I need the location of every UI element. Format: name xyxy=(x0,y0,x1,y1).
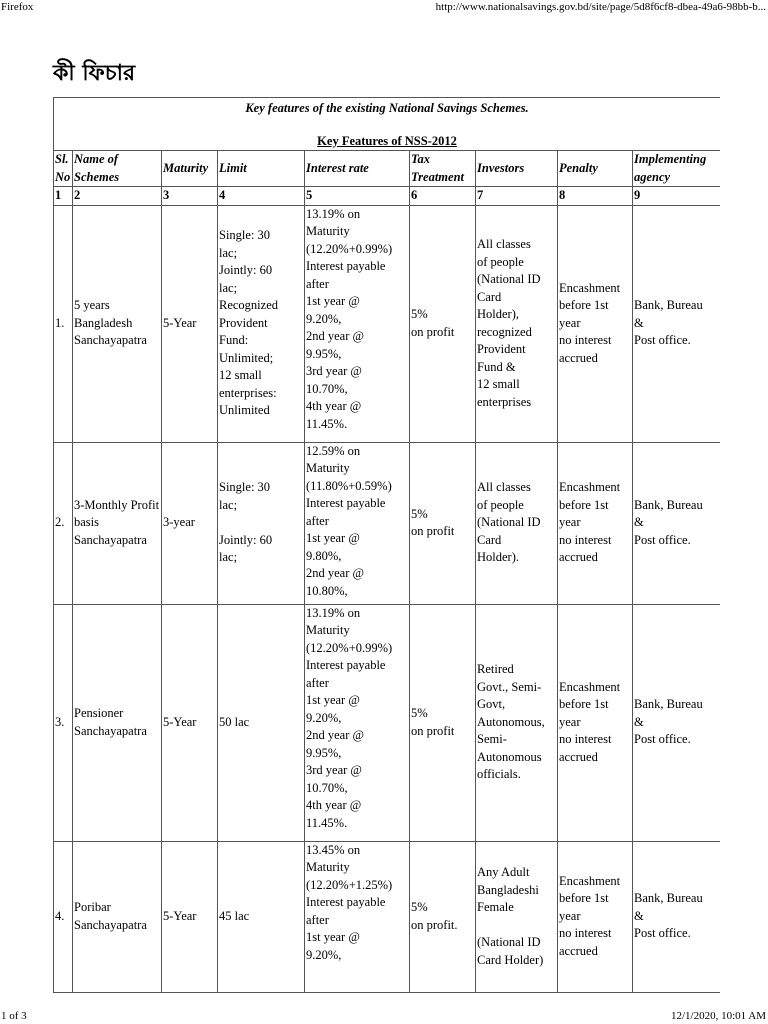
column-number: 7 xyxy=(476,187,558,206)
scheme-rows xyxy=(54,205,721,992)
agency-cell xyxy=(633,604,721,841)
cell-line: (National ID xyxy=(477,272,541,286)
cell-line: year xyxy=(559,315,581,330)
investors-cell xyxy=(476,604,558,841)
cell-line: year xyxy=(559,908,581,923)
cell-line: 13.19% on xyxy=(306,206,361,221)
tax-treatment-cell xyxy=(410,841,476,992)
cell-line: Any Adult xyxy=(477,865,530,879)
cell-line: Single: 30 xyxy=(219,480,271,495)
cell-line: no interest xyxy=(559,732,612,747)
cell-line: Provident xyxy=(477,342,526,356)
serial-cell: 2. xyxy=(54,442,73,604)
cell-line: Holder), xyxy=(477,307,519,321)
cell-line: after xyxy=(306,513,329,528)
cell-line: of people xyxy=(477,254,524,269)
cell-line: year xyxy=(559,714,581,729)
cell-line: 9.20%, xyxy=(306,311,342,326)
page-url[interactable]: http://www.nationalsavings.gov.bd/site/page/5d8f6cf8-dbea-49a6-98bb-b... xyxy=(435,1,766,13)
cell-line: Interest payable xyxy=(306,658,386,672)
agency-cell xyxy=(633,841,721,992)
investors-cell xyxy=(476,205,558,442)
cell-line: officials. xyxy=(477,767,521,782)
cell-line: Post office. xyxy=(634,732,691,747)
cell-line: 1st year @ xyxy=(306,531,360,545)
cell-line: enterprises xyxy=(477,394,532,409)
limit-cell xyxy=(218,205,305,442)
agency-cell xyxy=(633,442,721,604)
cell-line: 4th year @ xyxy=(306,798,362,812)
cell-line: Card xyxy=(477,532,502,547)
cell-line: Fund: xyxy=(219,333,249,348)
cell-line: Jointly: 60 xyxy=(219,532,273,547)
browser-name: Firefox xyxy=(1,1,34,13)
scheme-name-cell: 3-Monthly Profit basis Sanchayapatra xyxy=(73,442,162,604)
penalty-cell xyxy=(558,841,633,992)
cell-line: enterprises: xyxy=(219,385,277,400)
cell-line: Govt, xyxy=(477,697,506,712)
page-title: কী ফিচার xyxy=(53,61,136,86)
cell-line: recognized xyxy=(477,324,532,339)
cell-line: on profit xyxy=(411,723,455,738)
serial-cell: 1. xyxy=(54,205,73,442)
scheme-name-cell: 5 years Bangladesh Sanchayapatra xyxy=(73,205,162,442)
column-number: 5 xyxy=(305,187,410,206)
cell-line: Single: 30 xyxy=(219,228,271,243)
serial-cell: 4. xyxy=(54,841,73,992)
cell-line: Jointly: 60 xyxy=(219,263,273,278)
tax-treatment-cell xyxy=(410,442,476,604)
interest-rate-cell xyxy=(305,205,410,442)
cell-line: after xyxy=(306,276,329,291)
cell-line: accrued xyxy=(559,943,598,958)
cell-line: Bank, Bureau xyxy=(634,298,703,313)
interest-rate-cell xyxy=(305,604,410,841)
table-row xyxy=(54,442,721,604)
cell-line: Autonomous xyxy=(477,749,542,764)
limit-cell xyxy=(218,841,305,992)
column-number: 1 xyxy=(54,187,73,206)
cell-line: on profit. xyxy=(411,917,458,932)
cell-line: 10.80%, xyxy=(306,583,348,598)
cell-line: (12.20%+0.99%) xyxy=(306,241,393,256)
column-number: 8 xyxy=(558,187,633,206)
cell-line: Female xyxy=(477,900,514,914)
cell-line: 9.95%, xyxy=(306,745,342,760)
cell-line: 9.95%, xyxy=(306,346,342,361)
cell-line: Interest payable xyxy=(306,895,386,909)
cell-line: Bank, Bureau xyxy=(634,497,703,512)
header-cell: Limit xyxy=(218,151,305,187)
cell-line: 9.20%, xyxy=(306,710,342,725)
cell-line: 1st year @ xyxy=(306,294,360,308)
limit-cell xyxy=(218,442,305,604)
interest-rate-cell xyxy=(305,442,410,604)
limit-cell xyxy=(218,604,305,841)
cell-line: 2nd year @ xyxy=(306,329,365,343)
cell-line: accrued xyxy=(559,350,598,365)
table-row xyxy=(54,841,721,992)
cell-line: 5% xyxy=(411,900,428,914)
cell-line: lac; xyxy=(219,497,238,512)
cell-line: Maturity xyxy=(306,623,350,637)
cell-line: before 1st xyxy=(559,497,609,512)
investors-cell xyxy=(476,442,558,604)
cell-line: 5% xyxy=(411,506,428,521)
cell-line: 1st year @ xyxy=(306,693,360,707)
cell-line: 12 small xyxy=(477,377,520,391)
cell-line: lac; xyxy=(219,245,238,260)
interest-rate-cell xyxy=(305,841,410,992)
cell-line: Semi- xyxy=(477,732,507,747)
cell-line: Encashment xyxy=(559,280,621,295)
cell-line: 13.45% on xyxy=(306,842,361,857)
cell-line: after xyxy=(306,912,329,927)
header-row xyxy=(54,151,721,187)
cell-line: Unlimited; xyxy=(219,350,274,365)
cell-line: lac; xyxy=(219,550,238,565)
cell-line: 5% xyxy=(411,706,428,720)
cell-line: Maturity xyxy=(306,224,350,238)
cell-line: 2nd year @ xyxy=(306,728,365,742)
cell-line: 45 lac xyxy=(219,908,250,923)
tax-treatment-cell xyxy=(410,205,476,442)
cell-line: 3rd year @ xyxy=(306,763,362,777)
header-cell: Name of Schemes xyxy=(73,151,162,187)
cell-line: Holder). xyxy=(477,550,519,565)
header-cell: Investors xyxy=(476,151,558,187)
cell-line: 9.20%, xyxy=(306,947,342,962)
cell-line: & xyxy=(634,515,644,530)
cell-line: Maturity xyxy=(306,461,350,475)
maturity-cell: 3-year xyxy=(162,442,218,604)
cell-line: Govt., Semi- xyxy=(477,679,542,694)
cell-line xyxy=(219,514,303,532)
cell-line: 11.45%. xyxy=(306,815,348,830)
table-frame xyxy=(53,97,720,1012)
cell-line: no interest xyxy=(559,532,612,547)
cell-line: after xyxy=(306,675,329,690)
cell-line: Fund & xyxy=(477,359,516,374)
number-row xyxy=(54,187,721,206)
scheme-name-cell: Pensioner Sanchayapatra xyxy=(73,604,162,841)
cell-line: 9.80%, xyxy=(306,548,342,563)
header-cell: Interest rate xyxy=(305,151,410,187)
cell-line: 13.19% on xyxy=(306,605,361,620)
serial-cell: 3. xyxy=(54,604,73,841)
cell-line: Interest payable xyxy=(306,496,386,510)
cell-line: Encashment xyxy=(559,873,621,888)
agency-cell xyxy=(633,205,721,442)
cell-line: Card Holder) xyxy=(477,952,544,967)
cell-line: no interest xyxy=(559,333,612,348)
cell-line: 4th year @ xyxy=(306,399,362,413)
cell-line: (11.80%+0.59%) xyxy=(306,478,392,493)
cell-line: & xyxy=(634,714,644,729)
cell-line: Unlimited xyxy=(219,403,270,418)
table-caption xyxy=(54,98,721,151)
table-subtitle: Key Features of NSS-2012 xyxy=(317,133,457,148)
column-number: 2 xyxy=(73,187,162,206)
header-cell: Implementing agency xyxy=(633,151,721,187)
column-number: 3 xyxy=(162,187,218,206)
cell-line: 12.59% on xyxy=(306,443,361,458)
cell-line: 1st year @ xyxy=(306,930,360,944)
cell-line: 2nd year @ xyxy=(306,566,365,580)
table-row xyxy=(54,604,721,841)
cell-line: accrued xyxy=(559,749,598,764)
cell-line: before 1st xyxy=(559,298,609,313)
tax-treatment-cell xyxy=(410,604,476,841)
cell-line: no interest xyxy=(559,926,612,941)
nss-features-table xyxy=(53,97,720,993)
cell-line: All classes xyxy=(477,480,531,495)
cell-line: 50 lac xyxy=(219,714,250,729)
cell-line: 5% xyxy=(411,307,428,321)
cell-line: 3rd year @ xyxy=(306,364,362,378)
cell-line: accrued xyxy=(559,550,598,565)
cell-line: (12.20%+1.25%) xyxy=(306,877,393,892)
cell-line: Maturity xyxy=(306,860,350,874)
column-number: 4 xyxy=(218,187,305,206)
cell-line: before 1st xyxy=(559,697,609,712)
penalty-cell xyxy=(558,205,633,442)
cell-line: (National ID xyxy=(477,935,541,949)
maturity-cell: 5-Year xyxy=(162,205,218,442)
cell-line: of people xyxy=(477,497,524,512)
cell-line: Bangladeshi xyxy=(477,882,539,897)
investors-cell xyxy=(476,841,558,992)
cell-line: before 1st xyxy=(559,891,609,906)
cell-line: & xyxy=(634,315,644,330)
cell-line: 11.45%. xyxy=(306,416,348,431)
cell-line: & xyxy=(634,908,644,923)
cell-line: (12.20%+0.99%) xyxy=(306,640,393,655)
cell-line: lac; xyxy=(219,280,238,295)
penalty-cell xyxy=(558,442,633,604)
cell-line: All classes xyxy=(477,237,531,251)
cell-line: Encashment xyxy=(559,679,621,694)
scheme-name-cell: Poribar Sanchayapatra xyxy=(73,841,162,992)
table-title: Key features of the existing National Savings Schemes. xyxy=(245,101,529,115)
cell-line: 10.70%, xyxy=(306,780,348,795)
print-datetime: 12/1/2020, 10:01 AM xyxy=(670,1010,766,1022)
cell-line: Post office. xyxy=(634,333,691,348)
cell-line: Post office. xyxy=(634,926,691,941)
cell-line: Bank, Bureau xyxy=(634,697,703,712)
cell-line: on profit xyxy=(411,524,455,538)
header-cell: Sl. No xyxy=(54,151,73,187)
cell-line: Encashment xyxy=(559,480,621,495)
cell-line: Provident xyxy=(219,315,268,330)
print-footer xyxy=(0,1006,768,1024)
cell-line xyxy=(477,917,556,935)
print-header xyxy=(0,0,768,18)
cell-line: Retired xyxy=(477,662,514,677)
header-cell: Tax Treatment xyxy=(410,151,476,187)
cell-line: Bank, Bureau xyxy=(634,891,703,906)
penalty-cell xyxy=(558,604,633,841)
table-row xyxy=(54,205,721,442)
cell-line: Card xyxy=(477,289,502,304)
column-number: 6 xyxy=(410,187,476,206)
header-cell: Penalty xyxy=(558,151,633,187)
column-number: 9 xyxy=(633,187,721,206)
cell-line: (National ID xyxy=(477,515,541,530)
cell-line: Recognized xyxy=(219,298,279,313)
cell-line: year xyxy=(559,515,581,530)
header-cell: Maturity xyxy=(162,151,218,187)
maturity-cell: 5-Year xyxy=(162,841,218,992)
page-count: 1 of 3 xyxy=(1,1010,27,1022)
cell-line: Interest payable xyxy=(306,259,386,273)
cell-line: 12 small xyxy=(219,368,262,383)
cell-line: 10.70%, xyxy=(306,381,348,396)
cell-line: on profit xyxy=(411,324,455,339)
maturity-cell: 5-Year xyxy=(162,604,218,841)
cell-line: Post office. xyxy=(634,532,691,547)
cell-line: Autonomous, xyxy=(477,714,545,729)
